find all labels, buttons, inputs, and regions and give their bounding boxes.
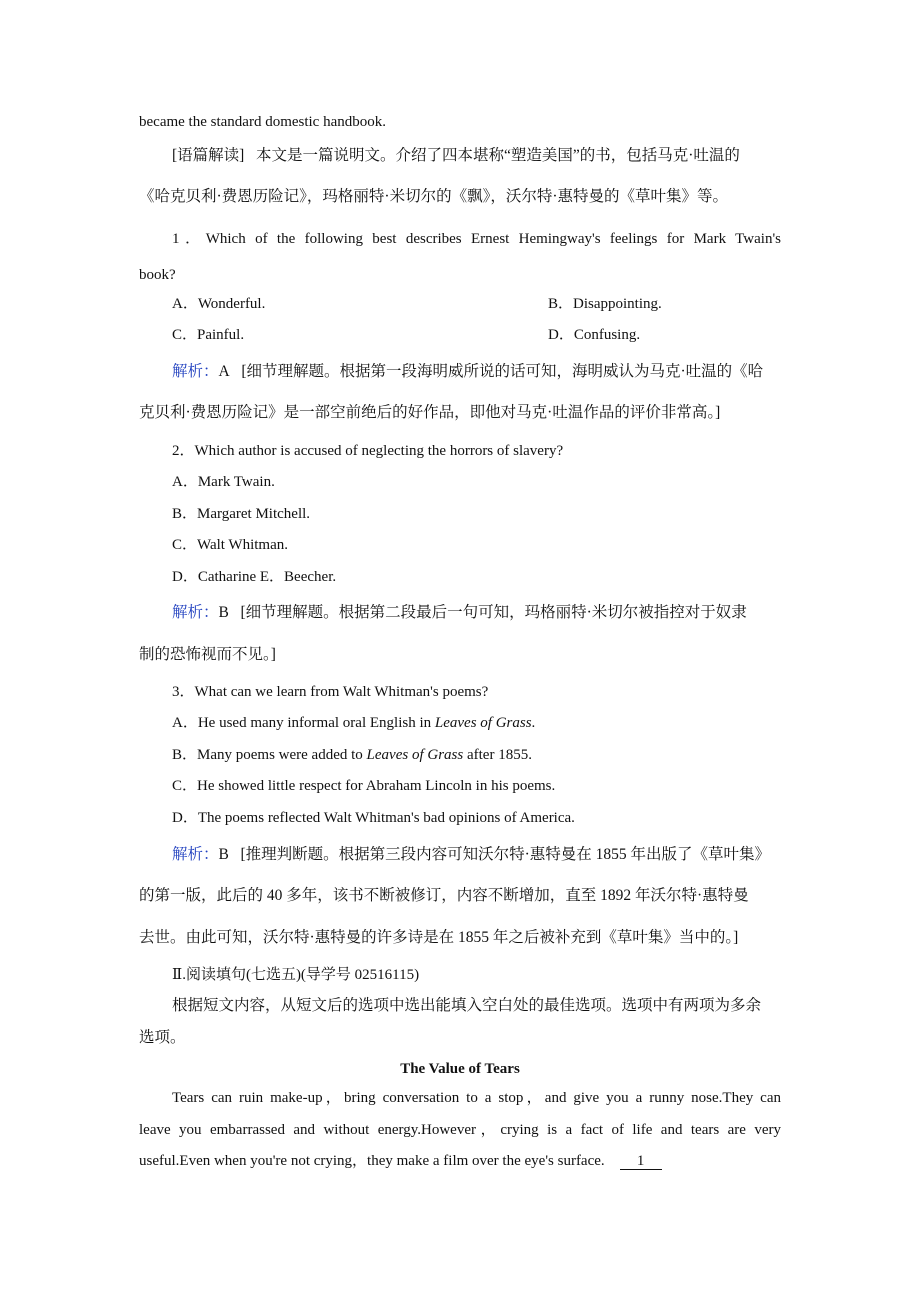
q3-option-c: C．He showed little respect for Abraham Lincoln in his poems. [172, 778, 556, 794]
passage-line1: Tears can ruin make-up，bring conversation to a stop，and give you a runny nose.They can [172, 1090, 781, 1106]
q1-analysis-line2: 克贝利·费恩历险记》是一部空前绝后的好作品，即他对马克·吐温作品的评价非常高。] [139, 404, 721, 421]
q1-stem-line2: book? [139, 267, 176, 283]
q1-option-a: A．Wonderful. [172, 296, 266, 312]
instruction-line2: 选项。 [139, 1029, 186, 1046]
q1-analysis-label: 解析： [172, 363, 219, 380]
q3-analysis-line1: 解析：B [推理判断题。根据第三段内容可知沃尔特·惠特曼在 1855 年出版了《草叶集》 [172, 846, 771, 863]
q3-analysis-line2: 的第一版，此后的 40 多年，该书不断被修订，内容不断增加，直至 1892 年沃尔特·惠特曼 [139, 887, 749, 904]
q1-option-c: C．Painful. [172, 327, 245, 343]
q1-option-b: B．Disappointing. [548, 296, 662, 312]
q2-answer: B [218, 604, 229, 621]
q2-stem: 2．Which author is accused of neglecting the horrors of slavery? [172, 443, 564, 459]
q3-stem: 3．What can we learn from Walt Whitman's poems? [172, 684, 489, 700]
passage-title: The Value of Tears [400, 1061, 520, 1077]
section-heading: Ⅱ.阅读填句(七选五)(导学号 02516115) [172, 967, 420, 983]
q2-option-d: D．Catharine E．Beecher. [172, 569, 337, 585]
book-title: Leaves of Grass [366, 747, 464, 763]
intro-tail: became the standard domestic handbook. [139, 114, 387, 130]
q1-stem-line1: 1．Which of the following best describes Ernest Hemingway's feelings for Mark Twain's [172, 231, 781, 247]
book-title: Leaves of Grass [434, 715, 532, 731]
instruction-line1: 根据短文内容，从短文后的选项中选出能填入空白处的最佳选项。选项中有两项为多余 [172, 997, 762, 1014]
blank-1: 1 [620, 1153, 662, 1170]
summary-label: [语篇解读] [172, 147, 245, 164]
q1-options-row1 [172, 293, 781, 315]
q2-analysis-label: 解析： [172, 604, 219, 621]
q2-option-c: C．Walt Whitman. [172, 537, 289, 553]
q3-option-a: A．He used many informal oral English in Leaves of Grass. [172, 715, 536, 731]
q2-analysis-line2: 制的恐怖视而不见。] [139, 646, 276, 663]
q3-answer: B [218, 846, 229, 863]
summary-line2: 《哈克贝利·费恩历险记》，玛格丽特·米切尔的《飘》，沃尔特·惠特曼的《草叶集》等。 [139, 188, 728, 205]
q3-analysis-line3: 去世。由此可知，沃尔特·惠特曼的许多诗是在 1855 年之后被补充到《草叶集》当中的。] [139, 929, 739, 946]
passage-line2: leave you embarrassed and without energy.However，crying is a fact of life and tears are very [139, 1122, 781, 1138]
summary-line1: [语篇解读] 本文是一篇说明文。介绍了四本堪称“塑造美国”的书，包括马克·吐温的 [172, 147, 740, 164]
q2-option-a: A．Mark Twain. [172, 474, 275, 490]
q1-options-row2 [172, 324, 781, 346]
q3-option-b: B．Many poems were added to Leaves of Grass after 1855. [172, 747, 532, 763]
q2-option-b: B．Margaret Mitchell. [172, 506, 311, 522]
q1-analysis-line1: 解析：A [细节理解题。根据第一段海明威所说的话可知，海明威认为马克·吐温的《哈 [172, 363, 764, 380]
passage-line3: useful.Even when you're not crying，they make a film over the eye's surface. 1 [139, 1150, 781, 1172]
q3-analysis-label: 解析： [172, 846, 219, 863]
q3-option-d: D．The poems reflected Walt Whitman's bad opinions of America. [172, 810, 575, 826]
q2-analysis-line1: 解析：B [细节理解题。根据第二段最后一句可知，玛格丽特·米切尔被指控对于奴隶 [172, 604, 747, 621]
q1-option-d: D．Confusing. [548, 327, 641, 343]
q1-answer: A [218, 363, 230, 380]
